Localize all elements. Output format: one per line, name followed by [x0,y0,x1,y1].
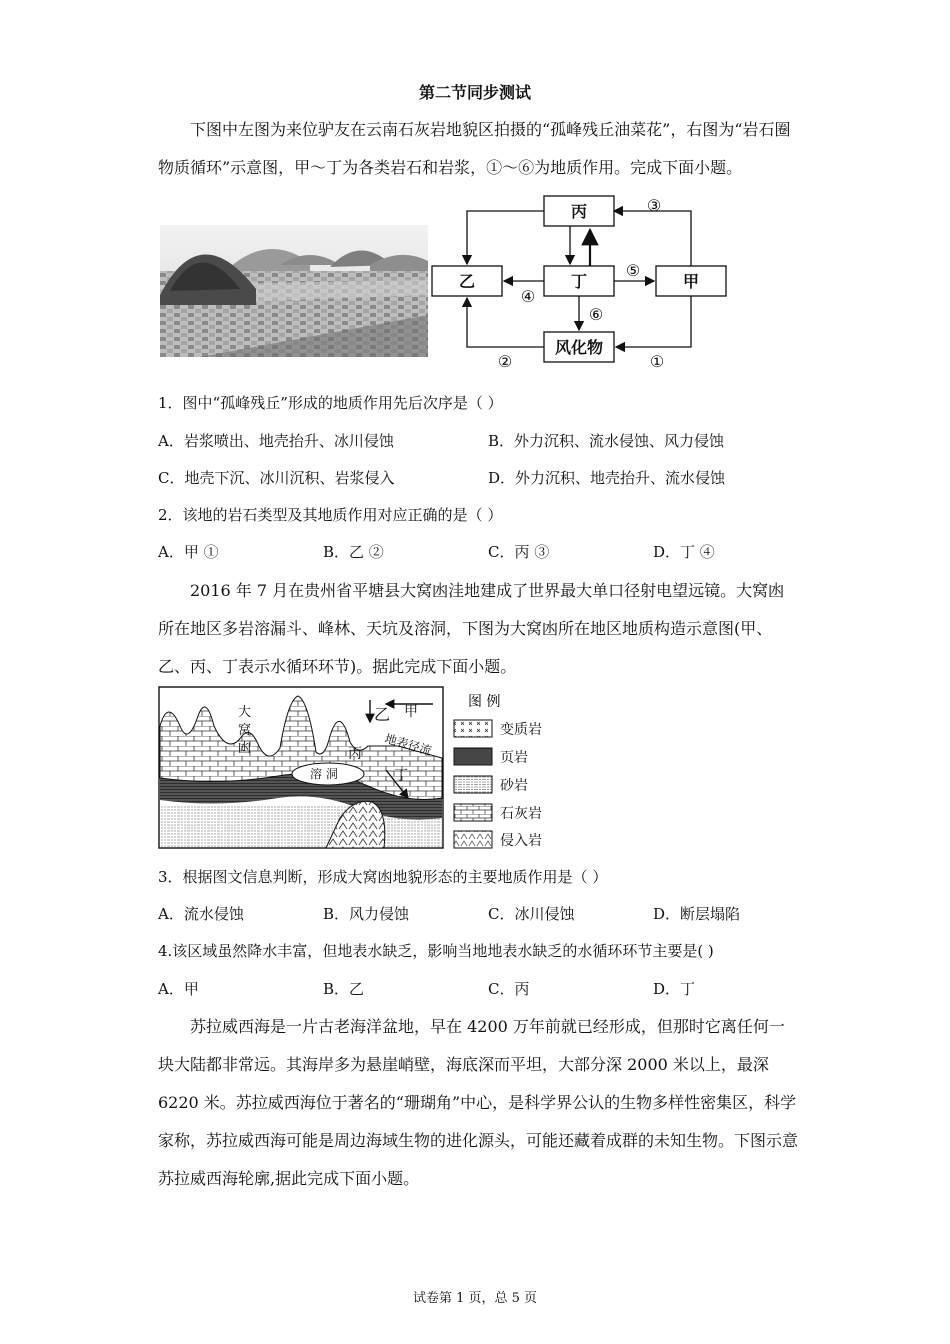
label-dawodang-1: 大 [238,705,252,720]
page-footer: 试卷第 1 页，总 5 页 [412,1291,538,1306]
q2-option-a[interactable]: A．甲 ① [158,543,219,561]
node-jia: 甲 [682,272,700,291]
q3-option-a[interactable]: A．流水侵蚀 [158,905,244,923]
label-yi: 乙 [374,705,391,724]
label-ding: 丁 [394,768,408,784]
legend-sandstone: 砂岩 [500,778,528,794]
node-weathering: 风化物 [554,338,604,357]
label-1: ① [649,352,665,370]
q3-stem: 3．根据图文信息判断，形成大窝凼地貌形态的主要地质作用是（ ） [158,868,608,886]
legend-metamorphic: 变质岩 [500,722,542,738]
label-cave: 溶 洞 [310,767,338,781]
q3-option-c[interactable]: C．冰川侵蚀 [488,905,575,923]
legend-swatch-intrusive [454,831,492,848]
legend-swatch-shale [454,748,492,765]
q4-option-a[interactable]: A．甲 [158,980,199,998]
label-dawodang-3: 凼 [238,741,252,756]
label-2: ② [497,352,513,370]
q2-option-d[interactable]: D．丁 ④ [653,543,715,561]
legend-intrusive: 侵入岩 [500,833,542,849]
q1-stem: 1．图中“孤峰残丘”形成的地质作用先后次序是（ ） [158,394,503,412]
legend-title: 图 例 [468,694,501,710]
q2-option-c[interactable]: C．丙 ③ [488,543,550,561]
q1-option-b[interactable]: B．外力沉积、流水侵蚀、风力侵蚀 [488,432,725,450]
karst-photo [160,225,428,357]
q1-option-a[interactable]: A．岩浆喷出、地壳抬升、冰川侵蚀 [158,432,394,450]
intro-paragraph-1: 下图中左图为来位驴友在云南石灰岩地貌区拍摄的“孤峰残丘油菜花”，右图为“岩石圈物质循环”示意图，甲～丁为各类岩石和岩浆，①～⑥为地质作用。完成下面小题。 [158,120,791,177]
geology-section-diagram [158,686,446,850]
label-4: ④ [520,287,536,306]
q2-option-b[interactable]: B．乙 ② [323,543,384,561]
q4-option-c[interactable]: C．丙 [488,980,530,998]
intro-paragraph-3: 苏拉威西海是一片古老海洋盆地，早在 4200 万年前就已经形成，但那时它离任何一块大陆都非常远。其海岸多为悬崖峭壁，海底深而平坦，大部分深 2000 米以上，最深 6220 米。苏拉威西海位于著名的“珊瑚角”中心，是科学界公认的生物多样性密集区，科学家称，苏拉威西海可能是周边海域生物的进化源头，可能还藏着成群的未知生物。下图示意苏拉威西海轮廓,据此完成下面小题。 [158,1017,799,1188]
page-title: 第二节同步测试 [418,83,531,102]
q1-option-d[interactable]: D．外力沉积、地壳抬升、流水侵蚀 [488,469,726,487]
legend-limestone: 石灰岩 [500,806,542,822]
label-3: ③ [646,196,662,215]
node-yi: 乙 [458,272,476,291]
q3-option-b[interactable]: B．风力侵蚀 [323,905,410,923]
node-ding: 丁 [570,272,588,291]
q2-stem: 2．该地的岩石类型及其地质作用对应正确的是（ ） [158,506,503,524]
label-surface-runoff: 地表径流 [383,731,434,759]
rock-cycle-diagram [430,190,730,370]
node-bing: 丙 [570,202,588,221]
label-5: ⑤ [625,261,641,280]
legend-swatch-metamorphic [454,720,492,737]
legend-swatch-limestone [454,804,492,821]
q3-option-d[interactable]: D．断层塌陷 [653,905,741,923]
label-jia: 甲 [404,704,418,720]
label-bing: 丙 [348,746,362,762]
intro-paragraph-2: 2016 年 7 月在贵州省平塘县大窝凼洼地建成了世界最大单口径射电望远镜。大窝凼所在地区多岩溶漏斗、峰林、天坑及溶洞，下图为大窝凼所在地区地质构造示意图(甲、乙、丙、丁表示水循环环节)。据此完成下面小题。 [158,581,785,676]
q4-stem: 4.该区域虽然降水丰富，但地表水缺乏，影响当地地表水缺乏的水循环环节主要是( ) [158,942,714,960]
label-dawodang-2: 窝 [238,723,252,738]
label-6: ⑥ [588,305,604,324]
legend [452,686,572,850]
q1-option-c[interactable]: C．地壳下沉、冰川沉积、岩浆侵入 [158,469,395,487]
legend-shale: 页岩 [500,750,528,766]
q4-option-d[interactable]: D．丁 [653,980,696,998]
q4-option-b[interactable]: B．乙 [323,980,365,998]
legend-swatch-sandstone [454,776,492,793]
